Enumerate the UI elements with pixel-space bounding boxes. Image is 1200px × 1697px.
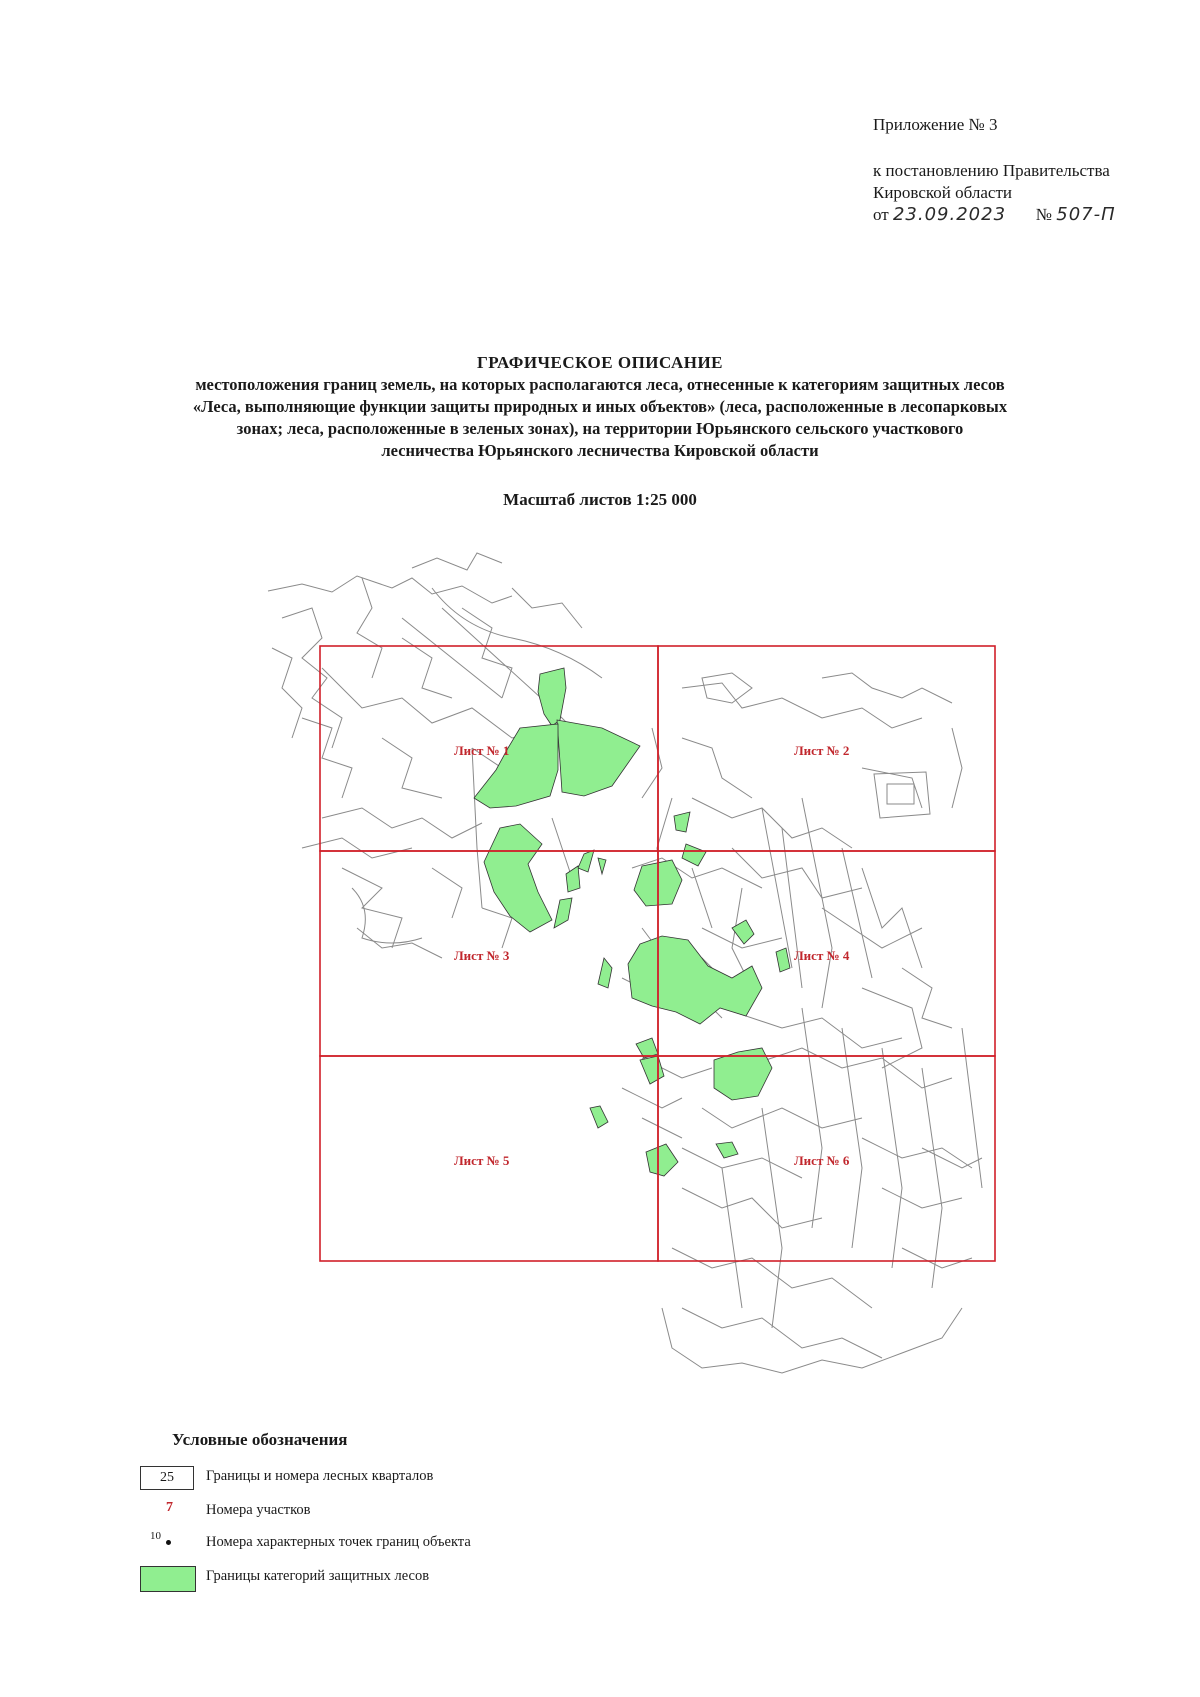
- plot-number-symbol: 7: [166, 1500, 173, 1515]
- legend-item-protected-forest: [138, 1564, 558, 1592]
- legend-text: Номера характерных точек границ объекта: [206, 1534, 471, 1550]
- sheet-label-3: Лист № 3: [454, 948, 510, 963]
- protected-forest-areas: [474, 668, 790, 1176]
- title-main: ГРАФИЧЕСКОЕ ОПИСАНИЕ: [476, 353, 724, 372]
- appendix-number: Приложение № 3: [873, 115, 998, 134]
- forest-quarter-boundaries: [268, 553, 982, 1373]
- title-line1: местоположения границ земель, на которых располагаются леса, отнесенные к категориям защитных лесов: [195, 375, 1005, 394]
- appendix-line2: Кировской области: [873, 183, 1012, 202]
- legend-text: Границы категорий защитных лесов: [206, 1568, 430, 1584]
- point-dot-icon: [166, 1540, 171, 1545]
- point-symbol: [150, 1530, 161, 1542]
- sheet-label-4: Лист № 4: [794, 948, 850, 963]
- sheet-label-5: Лист № 5: [454, 1153, 510, 1168]
- handwritten-doc-number: 507-П: [1056, 204, 1116, 225]
- legend-text: Номера участков: [206, 1502, 311, 1518]
- legend-item-quarter-boundaries: [138, 1464, 558, 1492]
- number-prefix: №: [1035, 205, 1053, 224]
- date-prefix: от: [873, 205, 889, 224]
- legend-item-characteristic-points: [138, 1530, 558, 1558]
- appendix-line1: к постановлению Правительства: [873, 161, 1110, 180]
- quarter-number-symbol: 25: [140, 1466, 194, 1490]
- legend-title: Условные обозначения: [172, 1430, 348, 1449]
- sheet-label-1: Лист № 1: [454, 743, 510, 758]
- legend-text: Границы и номера лесных кварталов: [206, 1468, 434, 1484]
- point-number: 10: [150, 1530, 161, 1542]
- title-line4: лесничества Юрьянского лесничества Кировской области: [381, 441, 819, 460]
- appendix-header: [873, 114, 1116, 226]
- handwritten-date: 23.09.2023: [892, 204, 1007, 225]
- title-line3: зонах; леса, расположенные в зеленых зонах), на территории Юрьянского сельского участкового: [236, 419, 964, 438]
- scale-label: Масштаб листов 1:25 000: [503, 490, 697, 509]
- overview-map: [262, 548, 1062, 1378]
- legend-item-plot-numbers: [138, 1498, 558, 1526]
- green-area-swatch: [140, 1566, 196, 1592]
- appendix-date-line: [873, 204, 1116, 226]
- title-line2: «Леса, выполняющие функции защиты природных и иных объектов» (леса, расположенные в лесопарковых: [192, 397, 1008, 416]
- sheet-grid: [320, 646, 995, 1261]
- document-title: [100, 352, 1100, 462]
- sheet-label-6: Лист № 6: [794, 1153, 850, 1168]
- sheet-label-2: Лист № 2: [794, 743, 850, 758]
